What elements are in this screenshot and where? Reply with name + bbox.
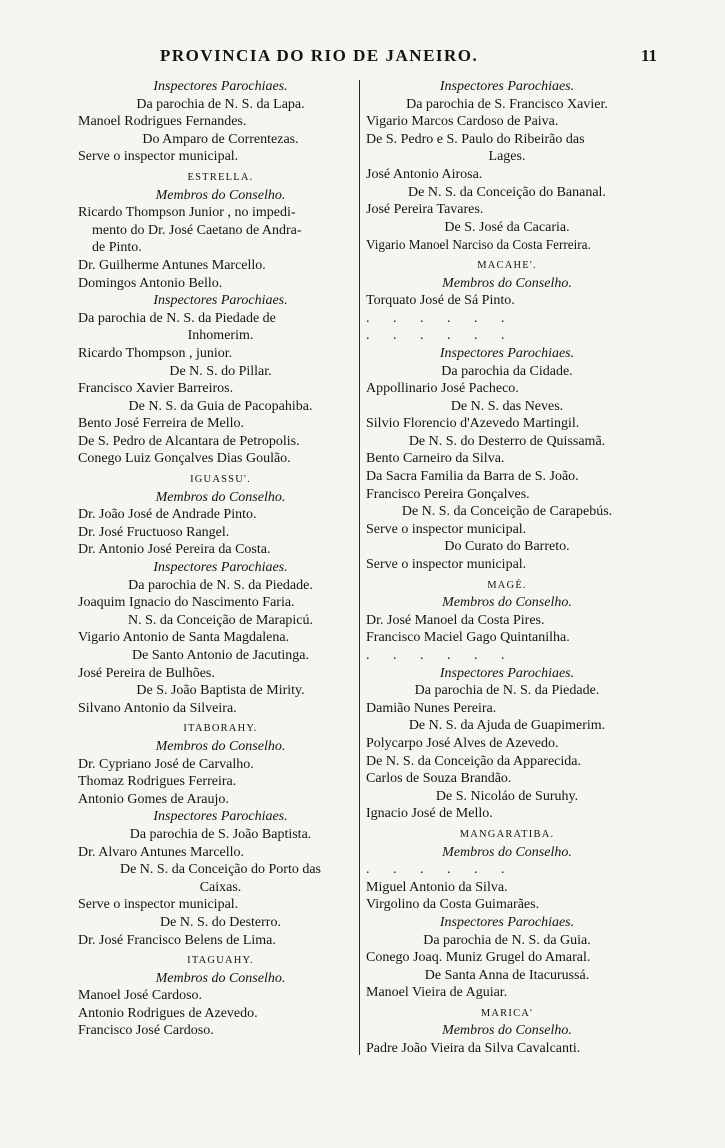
name-line: Silvano Antonio da Silveira.	[78, 700, 237, 716]
parish-line: Lages.	[488, 149, 526, 165]
name-line: Serve o inspector municipal.	[78, 149, 239, 165]
parish-line: De N. S. da Conceição de Carapebús.	[401, 504, 613, 520]
ellipsis-row: . . . . . .	[366, 648, 515, 663]
subheading: Membros do Conselho.	[442, 1023, 572, 1039]
parish-line: De N. S. do Desterro.	[160, 914, 281, 930]
page-header	[0, 46, 725, 70]
ellipsis-row: . . . . . .	[366, 310, 515, 326]
name-line: Carlos de Souza Brandão.	[366, 771, 512, 787]
name-line: Dr. Antonio José Pereira da Costa.	[78, 542, 271, 558]
name-line: Virgolino da Costa Guimarães.	[366, 897, 540, 913]
name-line: Serve o inspector municipal.	[366, 521, 527, 537]
subheading: Inspectores Parochiaes.	[439, 79, 575, 94]
name-line: Francisco José Cardoso.	[78, 1023, 214, 1039]
name-line: Vigario Marcos Cardoso de Paiva.	[366, 114, 559, 130]
name-line: Dr. Alvaro Antunes Marcello.	[78, 844, 245, 860]
parish-line: De S. João Baptista de Mirity.	[136, 683, 305, 699]
right-column	[366, 78, 648, 1058]
name-line: José Pereira Tavares.	[366, 202, 484, 218]
name-line: Conego Joaq. Muniz Grugel do Amaral.	[366, 950, 591, 966]
subheading: Inspectores Parochiaes.	[439, 665, 575, 681]
name-line: Miguel Antonio da Silva.	[366, 879, 508, 895]
subheading: Membros do Conselho.	[155, 489, 286, 505]
left-column	[78, 78, 363, 1040]
section-heading: ESTRELLA.	[187, 171, 254, 183]
name-line: Dr. Cypriano José de Carvalho.	[78, 756, 254, 772]
name-line: Dr. José Fructuoso Rangel.	[78, 524, 230, 540]
name-line: Dr. José Francisco Belens de Lima.	[78, 932, 276, 948]
name-line: Serve o inspector municipal.	[78, 897, 239, 913]
parish-line: De N. S. da Guia de Pacopahiba.	[128, 398, 313, 414]
name-line: Torquato José de Sá Pinto.	[366, 293, 515, 309]
name-line: Damião Nunes Pereira.	[366, 700, 497, 716]
name-line: Bento José Ferreira de Mello.	[78, 416, 245, 432]
subheading: Inspectores Parochiaes.	[153, 560, 288, 576]
parish-line: Da parochia de N. S. da Lapa.	[136, 96, 305, 112]
subheading: Membros do Conselho.	[442, 595, 572, 611]
section-heading: ITAGUAHY.	[187, 955, 254, 967]
section-heading: MAGÉ.	[487, 579, 527, 591]
subheading: Inspectores Parochiaes.	[153, 809, 288, 825]
name-line: Dr. João José de Andrade Pinto.	[78, 507, 257, 523]
parish-line: De N. S. do Pillar.	[169, 363, 272, 379]
parish-line: De N. S. do Desterro de Quissamã.	[408, 433, 606, 449]
parish-line: De N. S. da Conceição do Bananal.	[408, 184, 606, 200]
name-line: Ricardo Thompson Junior , no impedi-	[78, 205, 296, 221]
name-line: Polycarpo José Alves de Azevedo.	[366, 735, 559, 751]
parish-line: Da parochia de S. João Baptista.	[129, 826, 312, 842]
subheading: Inspectores Parochiaes.	[153, 293, 288, 309]
name-line: Manoel Rodrigues Fernandes.	[78, 114, 247, 130]
section-heading: MANGARATIBA.	[459, 828, 555, 840]
parish-line: De N. S. da Ajuda de Guapimerim.	[408, 718, 606, 734]
parish-line: Do Amparo de Correntezas.	[142, 131, 299, 147]
parish-line: Da parochia de N. S. da Piedade.	[128, 577, 313, 593]
name-line: Francisco Pereira Gonçalves.	[366, 486, 530, 502]
page-number: 11	[640, 46, 657, 65]
name-line: Ignacio José de Mello.	[366, 806, 493, 822]
parish-line: De N. S. das Neves.	[450, 398, 564, 414]
name-line: Domingos Antonio Bello.	[78, 275, 223, 291]
section-heading: MARICA'	[480, 1007, 534, 1019]
subheading: Inspectores Parochiaes.	[439, 914, 575, 930]
subheading: Membros do Conselho.	[442, 844, 572, 860]
name-line: Dr. Guilherme Antunes Marcello.	[78, 257, 266, 273]
subheading: Inspectores Parochiaes.	[153, 79, 288, 94]
parish-line: De N. S. da Conceição da Apparecida.	[366, 753, 581, 769]
parish-line: De S. José da Cacaria.	[444, 219, 570, 235]
parish-line: De N. S. da Conceição do Porto das	[119, 862, 322, 878]
subheading: Membros do Conselho.	[442, 275, 572, 291]
parish-line: Do Curato do Barreto.	[444, 539, 570, 555]
name-line: Francisco Maciel Gago Quintanilha.	[366, 630, 570, 646]
name-line: Ricardo Thompson , junior.	[78, 345, 233, 361]
parish-line: De S. Pedro de Alcantara de Petropolis.	[78, 433, 300, 449]
name-line: Bento Carneiro da Silva.	[366, 451, 505, 467]
name-line: Antonio Gomes de Araujo.	[78, 791, 229, 807]
parish-line: Da parochia de N. S. da Piedade.	[414, 683, 600, 699]
subheading: Membros do Conselho.	[155, 970, 286, 986]
parish-line: N. S. da Conceição de Marapicú.	[127, 612, 314, 628]
parish-line: De Santa Anna de Itacurussá.	[424, 967, 590, 983]
name-line: José Pereira de Bulhões.	[78, 665, 215, 681]
section-heading: ITABORAHY.	[183, 723, 258, 735]
parish-line: Da parochia de N. S. da Guia.	[423, 932, 591, 948]
name-line: Appollinario José Pacheco.	[366, 381, 519, 397]
section-heading: MACAHE'.	[477, 259, 537, 271]
parish-line: Inhomerim.	[187, 328, 254, 344]
parish-line: Da parochia da Cidade.	[441, 363, 573, 379]
page-title: PROVINCIA DO RIO DE JANEIRO.	[160, 46, 479, 65]
name-line: Thomaz Rodrigues Ferreira.	[78, 774, 237, 790]
ellipsis-row: . . . . . .	[366, 862, 515, 878]
ellipsis-row: . . . . . .	[366, 328, 515, 344]
name-line: Manoel José Cardoso.	[78, 988, 203, 1004]
name-line: Joaquim Ignacio do Nascimento Faria.	[78, 595, 295, 611]
name-line: Vigario Antonio de Santa Magdalena.	[78, 630, 290, 646]
name-line: Dr. José Manoel da Costa Pires.	[366, 612, 545, 628]
section-heading: IGUASSU'.	[190, 474, 251, 486]
name-line: Manoel Vieira de Aguiar.	[366, 985, 508, 1001]
parish-line: Caixas.	[199, 879, 242, 895]
name-line: de Pinto.	[92, 240, 142, 256]
name-line: mento do Dr. José Caetano de Andra-	[92, 222, 302, 238]
name-line: Francisco Xavier Barreiros.	[78, 381, 234, 397]
parish-line: Da parochia de S. Francisco Xavier.	[406, 96, 608, 112]
name-line: José Antonio Airosa.	[366, 166, 483, 182]
subheading: Membros do Conselho.	[155, 187, 286, 203]
name-line: Antonio Rodrigues de Azevedo.	[78, 1005, 258, 1021]
parish-line: Da Sacra Familia da Barra de S. João.	[366, 469, 579, 485]
parish-line: De S. Pedro e S. Paulo do Ribeirão das	[366, 131, 585, 147]
subheading: Membros do Conselho.	[155, 738, 286, 754]
parish-line: Da parochia de N. S. da Piedade de	[78, 310, 276, 326]
parish-line: De Santo Antonio de Jacutinga.	[132, 648, 309, 663]
name-line: Vigario Manoel Narciso da Costa Ferreira.	[366, 237, 591, 253]
name-line: Serve o inspector municipal.	[366, 557, 527, 573]
name-line: Conego Luiz Gonçalves Dias Goulão.	[78, 451, 291, 467]
name-line: Silvio Florencio d'Azevedo Martingil.	[366, 416, 580, 432]
name-line: Padre João Vieira da Silva Cavalcanti.	[366, 1041, 581, 1057]
subheading: Inspectores Parochiaes.	[439, 345, 575, 361]
parish-line: De S. Nicoláo de Suruhy.	[435, 788, 579, 804]
